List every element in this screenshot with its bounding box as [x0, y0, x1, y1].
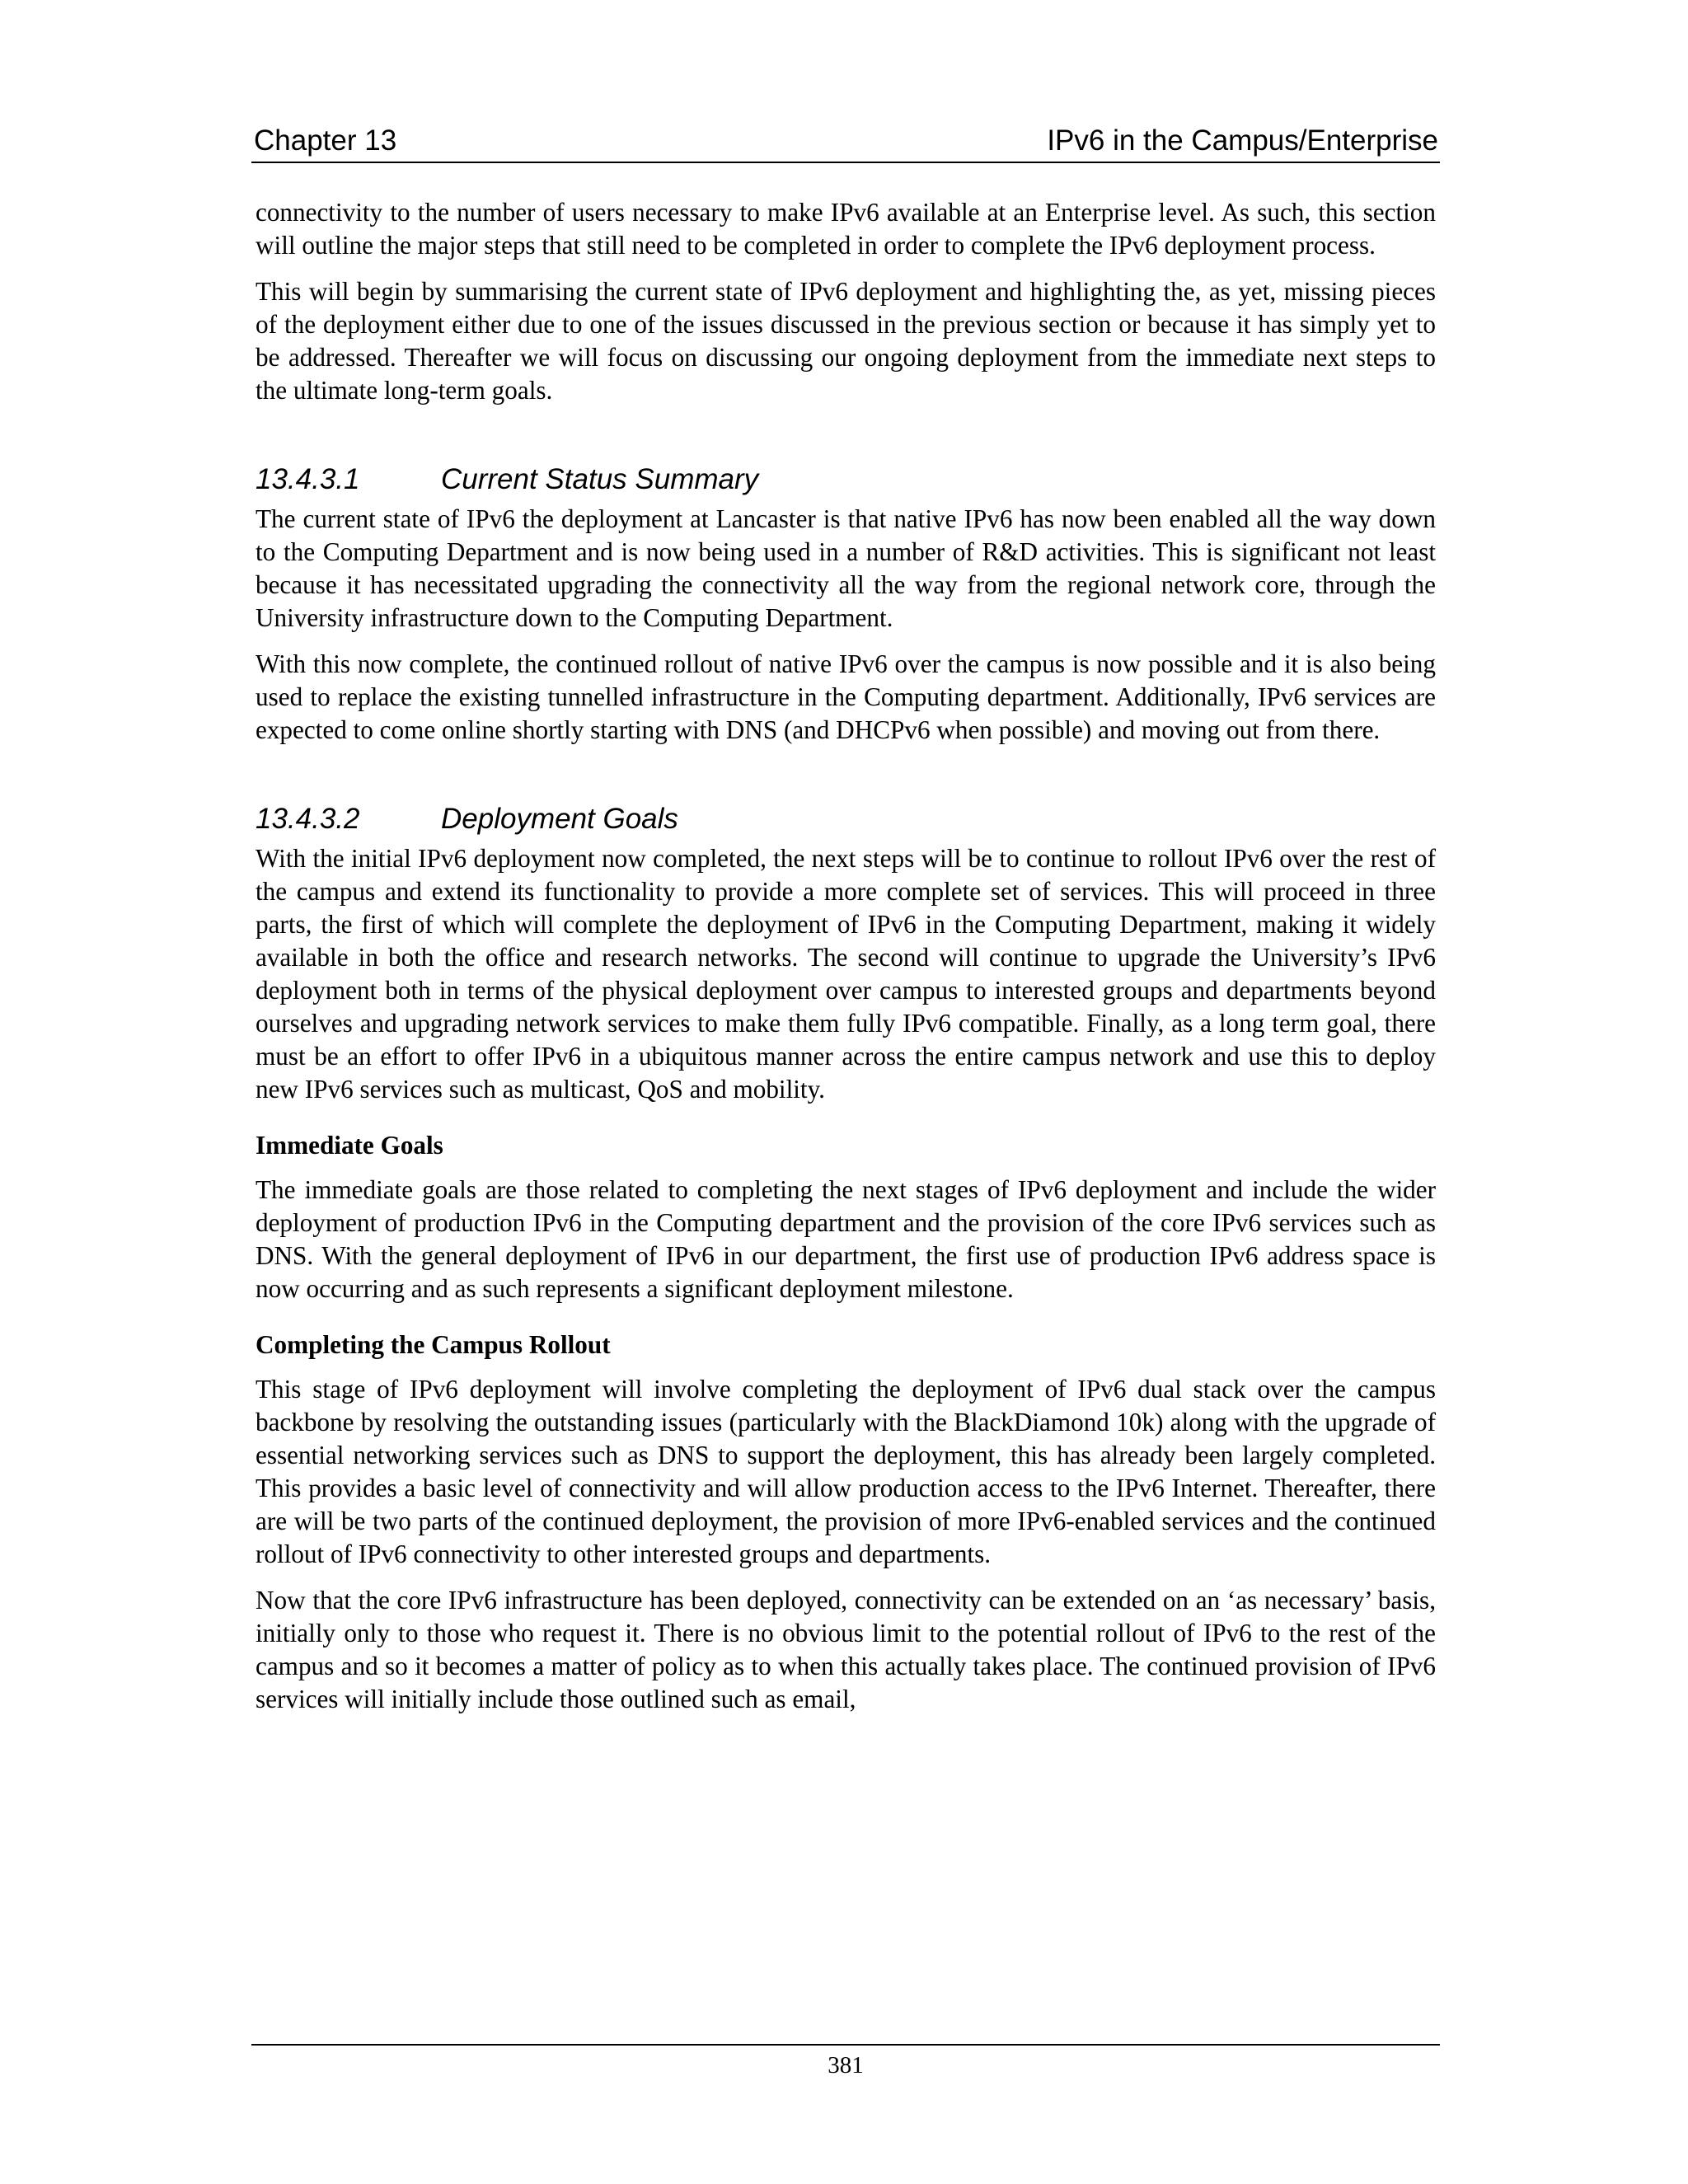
page-body [256, 196, 1436, 1716]
section-number: 13.4.3.1 [256, 463, 360, 495]
immediate-goals-heading: Immediate Goals [256, 1131, 443, 1160]
immediate-goals-paragraph: The immediate goals are those related to completing the next stages of IPv6 deployment and include the wider deployment of production IPv6 in the Computing department and the provision of the core IPv6 services such as DNS. With the general deployment of IPv6 in our department, the first use of production IPv6 address space is now occurring and as such represents a significant deployment milestone. [256, 1175, 1436, 1303]
deployment-goals-paragraph: With the initial IPv6 deployment now completed, the next steps will be to continue to rollout IPv6 over the rest of the campus and extend its functionality to provide a more complete set of services. This will proceed in three parts, the first of which will complete the deployment of IPv6 in the Computing Department, making it widely available in both the office and research networks. The second will continue to upgrade the University’s IPv6 deployment both in terms of the physical deployment over campus to interested groups and departments beyond ourselves and upgrading network services to make them fully IPv6 compatible. Finally, as a long term goal, there must be an effort to offer IPv6 in a ubiquitous manner across the entire campus network and use this to deploy new IPv6 services such as multicast, QoS and mobility. [256, 844, 1436, 1104]
chapter-label: Chapter 13 [254, 124, 397, 157]
section-heading-current-status [256, 458, 1436, 501]
section-heading-deployment-goals [256, 798, 1436, 841]
intro-paragraph-1: connectivity to the number of users necessary to make IPv6 available at an Enterprise level. As such, this section will outline the major steps that still need to be completed in order to complete the IPv6 deployment process. [256, 198, 1436, 260]
page-number: 381 [828, 2052, 864, 2079]
current-status-paragraph-1: The current state of IPv6 the deployment at Lancaster is that native IPv6 has now been enabled all the way down to the Computing Department and is now being used in a number of R&D activities. This is significant not least because it has necessitated upgrading the connectivity all the way from the regional network core, through the University infrastructure down to the Computing Department. [256, 504, 1436, 632]
section-title: Deployment Goals [441, 803, 678, 835]
campus-rollout-paragraph-1: This stage of IPv6 deployment will involve completing the deployment of IPv6 dual stack over the campus backbone by resolving the outstanding issues (particularly with the BlackDiamond 10k) along with the upgrade of essential networking services such as DNS to support the deployment, this has already been largely completed. This provides a basic level of connectivity and will allow production access to the IPv6 Internet. Thereafter, there are will be two parts of the continued deployment, the provision of more IPv6-enabled services and the continued rollout of IPv6 connectivity to other interested groups and departments. [256, 1375, 1436, 1568]
running-header [251, 120, 1440, 163]
section-title: Current Status Summary [441, 463, 759, 495]
campus-rollout-paragraph-2: Now that the core IPv6 infrastructure has been deployed, connectivity can be extended on an ‘as necessary’ basis, initially only to those who request it. There is no obvious limit to the potential rollout of IPv6 to the rest of the campus and so it becomes a matter of policy as to when this actually takes place. The continued provision of IPv6 services will initially include those outlined such as email, [256, 1586, 1436, 1713]
section-number: 13.4.3.2 [256, 803, 360, 835]
chapter-title: IPv6 in the Campus/Enterprise [1047, 124, 1438, 157]
current-status-paragraph-2: With this now complete, the continued rollout of native IPv6 over the campus is now possible and it is also being used to replace the existing tunnelled infrastructure in the Computing department. Additionally, IPv6 services are expected to come online shortly starting with DNS (and DHCPv6 when possible) and moving out from there. [256, 649, 1436, 744]
campus-rollout-heading: Completing the Campus Rollout [256, 1330, 611, 1359]
footer-divider [251, 2044, 1440, 2046]
intro-paragraph-2: This will begin by summarising the current state of IPv6 deployment and highlighting the, as yet, missing pieces of the deployment either due to one of the issues discussed in the previous section or because it has simply yet to be addressed. Thereafter we will focus on discussing our ongoing deployment from the immediate next steps to the ultimate long-term goals. [256, 277, 1436, 405]
